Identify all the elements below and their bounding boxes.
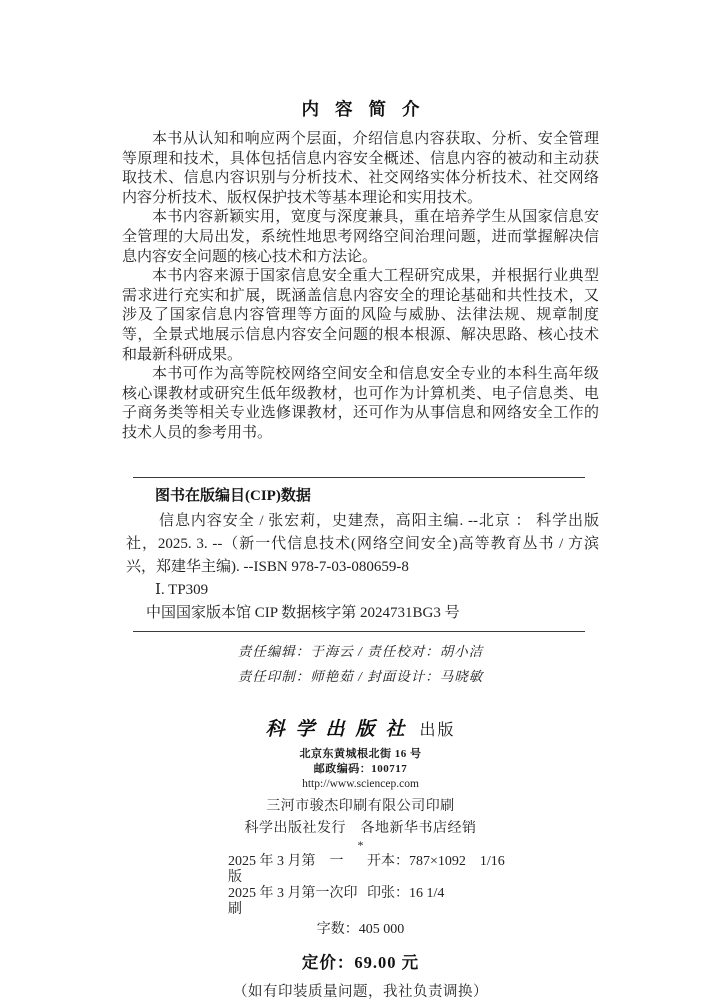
publisher-postcode: 邮政编码：100717 (313, 762, 408, 775)
cip-section (122, 477, 599, 632)
edition-row-2 (228, 886, 599, 918)
distribution-line: 科学出版社发行 各地新华书店经销 (244, 820, 477, 836)
edition-block (122, 854, 599, 938)
intro-paragraphs (122, 130, 599, 444)
edition-row-1 (228, 854, 599, 886)
printing-sheets: 印张：16 1/4 (367, 885, 445, 901)
intro-paragraph-4: 本书可作为高等院校网络空间安全和信息安全专业的本科生高年级核心课教材或研究生低年级教材，也可作为计算机类、电子信息类、电子商务类等相关专业选修课教材，还可作为从事信息和网络安全工作的技术人员的参考用书。 (122, 366, 599, 441)
separator-star: * (357, 837, 364, 852)
cip-rule-bottom (133, 631, 585, 632)
cip-inner (122, 478, 599, 631)
printing-date: 2025 年 3 月第一次印刷 (228, 885, 358, 917)
intro-paragraph-1: 本书从认知和响应两个层面，介绍信息内容获取、分析、安全管理等原理和技术，具体包括信息内容安全概述、信息内容的被动和主动获取技术、信息内容识别与分析技术、社交网络实体分析技术、社交网络内容分析技术、版权保护技术等基本理论和实用技术。 (122, 131, 599, 206)
credits-line-1: 责任编辑：于海云 / 责任校对：胡小洁 (237, 643, 484, 659)
credits-line-2: 责任印制：师艳茹 / 封面设计：马晓敏 (237, 668, 484, 684)
cip-classification: Ⅰ. TP309 (155, 581, 209, 598)
edition-date: 2025 年 3 月第 一 版 (228, 853, 358, 885)
intro-paragraph-2: 本书内容新颖实用，宽度与深度兼具，重在培养学生从国家信息安全管理的大局出发，系统性地思考网络空间治理问题，进而掌握解决信息内容安全问题的核心技术和方法论。 (122, 209, 599, 265)
publisher-imprint (122, 718, 599, 742)
cip-registration: 中国国家版本馆 CIP 数据核字第 2024731BG3 号 (146, 604, 460, 621)
publisher-imprint-suffix: 出版 (419, 721, 456, 739)
publisher-block (122, 718, 599, 851)
page-content (122, 96, 599, 1000)
word-count: 字数：405 000 (316, 921, 405, 937)
publisher-website: http://www.sciencep.com (302, 777, 419, 790)
price-line: 定价：69.00 元 (301, 952, 420, 972)
cip-heading: 图书在版编目(CIP)数据 (155, 487, 311, 504)
credits-block (122, 639, 599, 689)
cip-record: 信息内容安全 / 张宏莉，史建焘，高阳主编. --北京 ： 科学出版社，2025. 3. --（新一代信息技术(网络空间安全)高等教育丛书 / 方滨兴，郑建华主编). --ISBN 978-7-03-080659-8 (126, 512, 599, 575)
intro-paragraph-3: 本书内容来源于国家信息安全重大工程研究成果，并根据行业典型需求进行充实和扩展，既涵盖信息内容安全的理论基础和共性技术，又涉及了国家信息内容管理等方面的风险与威胁、法律法规、规章制度等，全景式地展示信息内容安全问题的根本根源、解决思路、核心技术和最新科研成果。 (122, 268, 599, 363)
printer-line: 三河市骏杰印刷有限公司印刷 (266, 798, 455, 814)
quality-note: （如有印装质量问题，我社负责调换） (233, 983, 488, 1000)
publisher-address: 北京东黄城根北街 16 号 (299, 747, 422, 760)
publisher-logo-calligraphy: 科学出版社 (265, 717, 416, 740)
edition-format: 开本：787×1092 1/16 (367, 853, 505, 869)
intro-title: 内容简介 (301, 99, 436, 119)
